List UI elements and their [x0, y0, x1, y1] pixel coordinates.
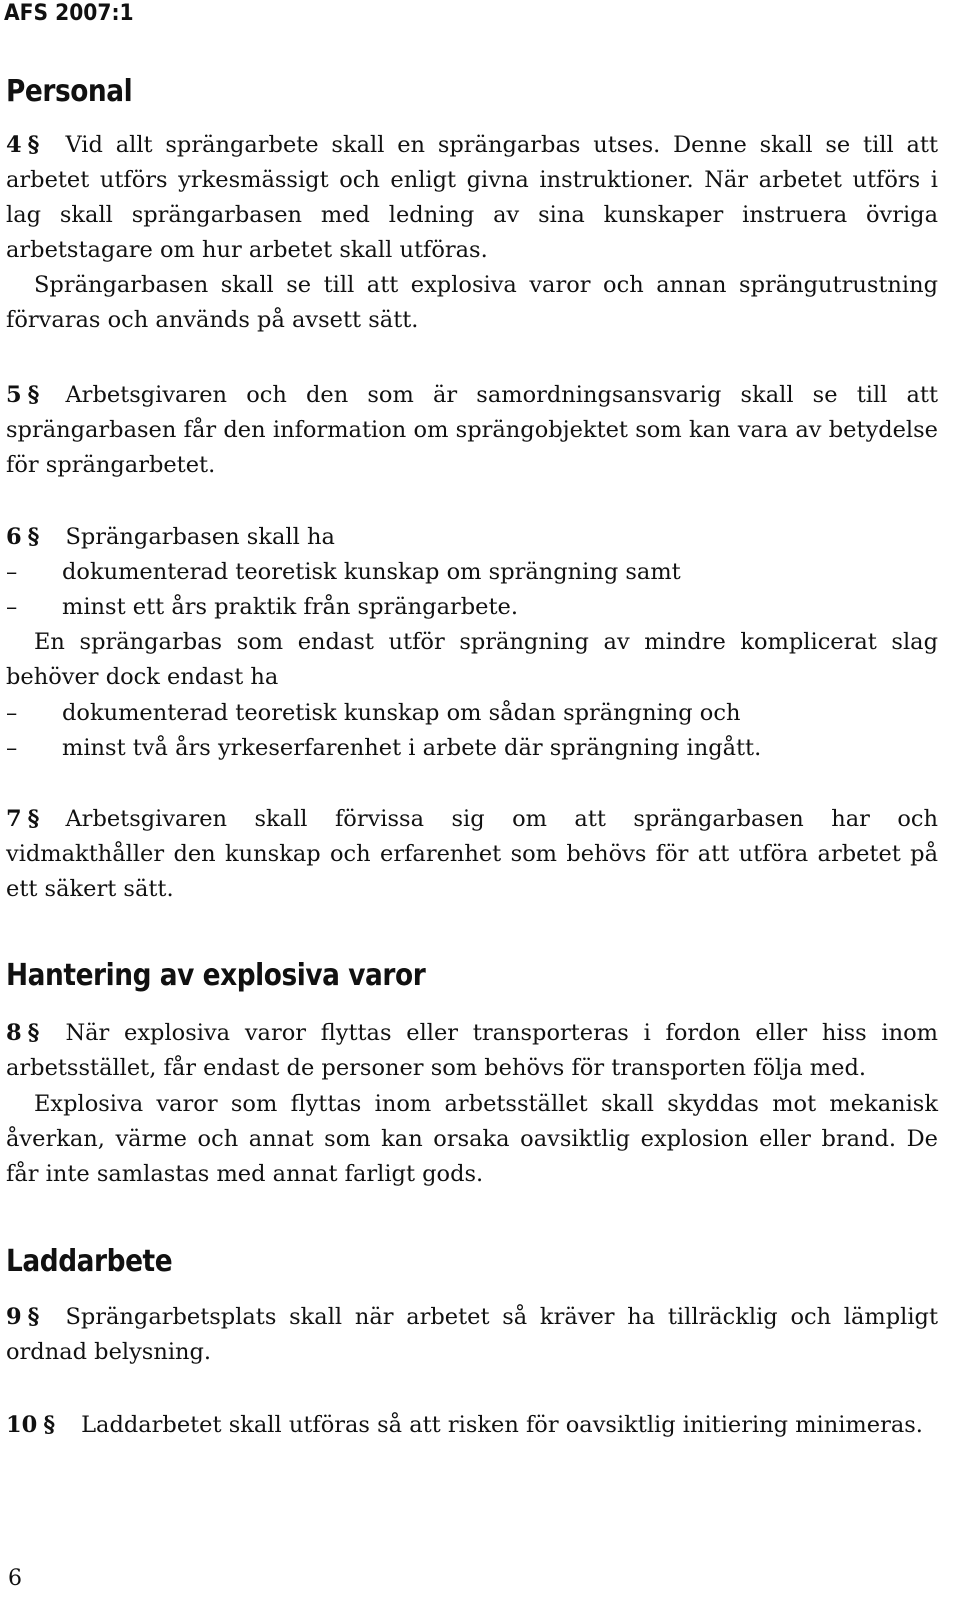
paragraph-7: [6, 802, 938, 907]
paragraph-number: 7: [6, 806, 22, 832]
paragraph-number: 5: [6, 382, 22, 408]
paragraph-9: [6, 1300, 938, 1370]
list-item: [6, 590, 518, 625]
paragraph-number: 6: [6, 524, 22, 550]
dash-bullet: –: [6, 594, 18, 620]
dash-bullet: –: [6, 735, 18, 761]
list-item: [6, 731, 761, 766]
paragraph-text: Laddarbetet skall utföras så att risken för oavsiktlig initiering minimeras.: [81, 1412, 923, 1438]
paragraph-6-continuation: En sprängarbas som endast utför sprängning av mindre komplicerat slag behöver dock endast ha: [6, 629, 938, 690]
paragraph-number: 10: [6, 1412, 38, 1438]
paragraph-4-continuation: Sprängarbasen skall se till att explosiva varor och annan sprängutrustning förvaras och används på avsett sätt.: [6, 272, 938, 333]
section-sign-icon: §: [43, 1412, 56, 1438]
paragraph-text: Sprängarbasen skall ha: [65, 524, 335, 550]
section-sign-icon: §: [27, 1020, 40, 1046]
dash-bullet: –: [6, 700, 18, 726]
paragraph-text: När explosiva varor flyttas eller transporteras i fordon eller hiss inom arbetsstället, får endast de personer som behövs för transporten följa med.: [6, 1020, 938, 1081]
heading-laddarbete: Laddarbete: [6, 1244, 173, 1279]
paragraph-5: [6, 378, 938, 483]
list-item: [6, 696, 740, 731]
list-item-text: minst två års yrkeserfarenhet i arbete där sprängning ingått.: [62, 735, 762, 761]
heading-personal: Personal: [6, 74, 133, 109]
paragraph-text: Arbetsgivaren skall förvissa sig om att sprängarbasen har och vidmakthåller den kunskap och erfarenhet som behövs för att utföra arbetet på ett säkert sätt.: [6, 806, 938, 902]
paragraph-number: 4: [6, 132, 22, 158]
section-sign-icon: §: [27, 132, 40, 158]
list-item-text: dokumenterad teoretisk kunskap om sådan sprängning och: [62, 700, 741, 726]
list-item: [6, 555, 681, 590]
section-sign-icon: §: [27, 524, 40, 550]
paragraph-number: 9: [6, 1304, 22, 1330]
paragraph-4: [6, 128, 938, 268]
paragraph-8-continuation: Explosiva varor som flyttas inom arbetsstället skall skyddas mot mekanisk åverkan, värme och annat som kan orsaka oavsiktlig explosion eller brand. De får inte samlastas med annat farligt gods.: [6, 1091, 938, 1187]
paragraph-10: [6, 1408, 938, 1443]
section-sign-icon: §: [27, 806, 40, 832]
dash-bullet: –: [6, 559, 18, 585]
paragraph-text: Vid allt sprängarbete skall en sprängarbas utses. Denne skall se till att arbetet utförs yrkesmässigt och enligt givna instruktioner. När arbetet utförs i lag skall sprängarbasen med ledning av sina kunskaper instruera övriga arbetstagare om hur arbetet skall utföras.: [6, 132, 938, 263]
section-sign-icon: §: [27, 382, 40, 408]
paragraph-number: 8: [6, 1020, 22, 1046]
paragraph-6: [6, 520, 938, 555]
heading-hantering: Hantering av explosiva varor: [6, 958, 426, 993]
list-item-text: minst ett års praktik från sprängarbete.: [62, 594, 518, 620]
page-number: 6: [8, 1566, 22, 1591]
paragraph-8: [6, 1016, 938, 1086]
list-item-text: dokumenterad teoretisk kunskap om sprängning samt: [62, 559, 681, 585]
paragraph-text: Sprängarbetsplats skall när arbetet så kräver ha tillräcklig och lämpligt ordnad belysning.: [6, 1304, 938, 1365]
section-sign-icon: §: [27, 1304, 40, 1330]
document-code: AFS 2007:1: [4, 1, 134, 26]
paragraph-text: Arbetsgivaren och den som är samordningsansvarig skall se till att sprängarbasen får den information om sprängobjektet som kan vara av betydelse för sprängarbetet.: [6, 382, 938, 478]
